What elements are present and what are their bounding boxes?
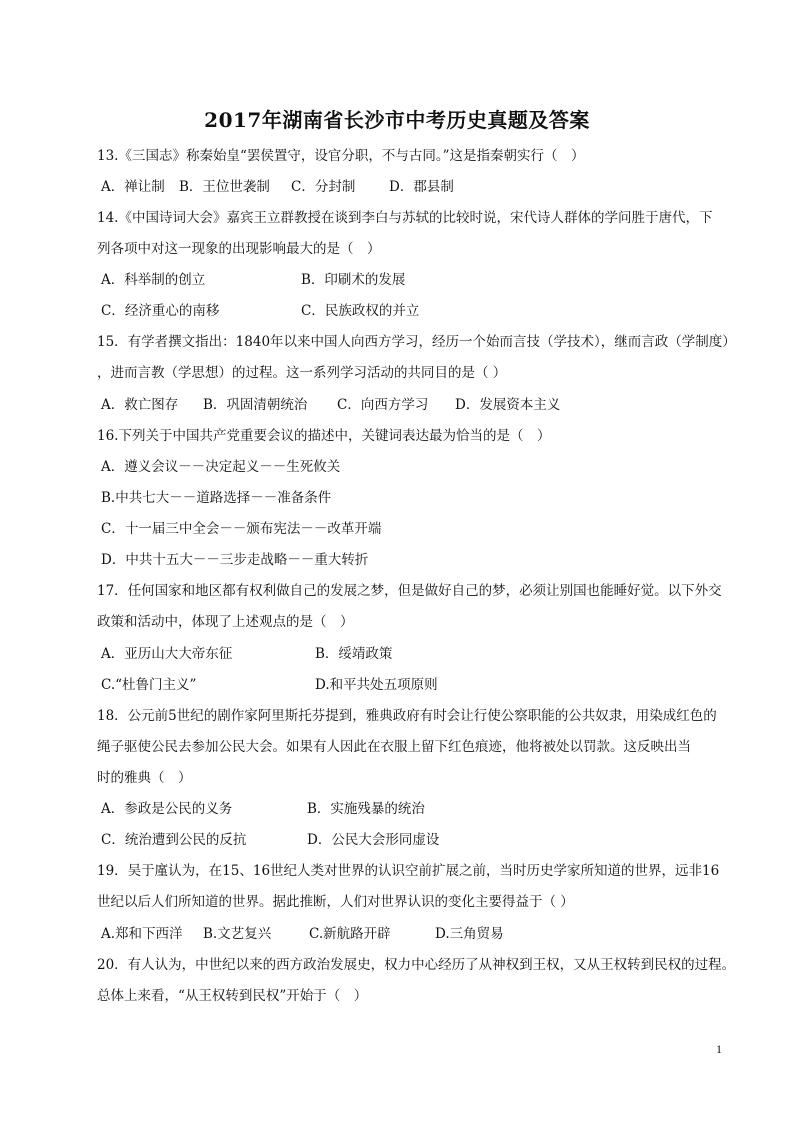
question-17-stem-line2: 政策和活动中，体现了上述观点的是（ ）	[97, 614, 354, 630]
q13-option-c: C．分封制	[291, 179, 356, 195]
question-18-stem-line3: 时的雅典（ ）	[97, 770, 192, 786]
q14-option-b: B．印刷术的发展	[301, 272, 406, 288]
q16-option-c: C．十一届三中全会－－颁布宪法－－改革开端	[101, 521, 382, 537]
q17-option-b: B．绥靖政策	[315, 646, 393, 662]
question-18-stem-line1: 18．公元前5世纪的剧作家阿里斯托芬提到，雅典政府有时会让行使公察职能的公共奴隶，用染成红色的	[97, 708, 717, 724]
question-20-stem-line2: 总体上来看，“从王权转到民权”开始于（ ）	[97, 988, 368, 1004]
q13-option-a: A．禅让制	[101, 179, 165, 195]
q16-option-d: D．中共十五大－－三步走战略－－重大转折	[101, 552, 369, 568]
question-19-stem-line1: 19．吴于廑认为，在15、16世纪人类对世界的认识空前扩展之前，当时历史学家所知道的世界，远非16	[97, 863, 720, 879]
question-17-options-row1	[101, 645, 392, 663]
q18-option-b: B．实施残暴的统治	[307, 801, 425, 817]
question-19-stem-line2: 世纪以后人们所知道的世界。据此推断，人们对世界认识的变化主要得益于（ ）	[97, 894, 574, 910]
question-18-options-row1	[101, 800, 425, 818]
page-title: 2017年湖南省长沙市中考历史真题及答案	[204, 108, 590, 132]
q15-option-b: B．巩固清朝统治	[203, 397, 308, 413]
question-15-options	[101, 396, 560, 414]
page-number: 1	[716, 1042, 722, 1056]
question-15-stem-line2: ，进而言教（学思想）的过程。这一系列学习活动的共同目的是（ ）	[97, 365, 507, 381]
question-20-stem-line1: 20．有人认为，中世纪以来的西方政治发展史，权力中心经历了从神权到王权，又从王权转到民权的过程。	[97, 957, 736, 973]
question-15-stem-line1: 15．有学者撰文指出：1840年以来中国人向西方学习，经历一个始而言技（学技术），继而言政（学制度）	[97, 334, 736, 350]
q13-option-b: B．王位世袭制	[179, 179, 270, 195]
q16-option-b: B.中共七大－－道路选择－－准备条件	[101, 490, 332, 506]
q15-option-d: D．发展资本主义	[455, 397, 561, 413]
question-18-options-row2	[101, 831, 439, 849]
question-14-options-row1	[101, 271, 405, 289]
q19-option-a: A.郑和下西洋	[101, 926, 183, 942]
question-14-stem-line1: 14.《中国诗词大会》嘉宾王立群教授在谈到李白与苏轼的比较时说，宋代诗人群体的学问胜于唐代，下	[97, 210, 713, 226]
q16-option-a: A．遵义会议－－决定起义－－生死攸关	[101, 459, 341, 475]
question-19-options	[101, 925, 504, 943]
q19-option-d: D.三角贸易	[435, 926, 504, 942]
question-17-stem-line1: 17．任何国家和地区都有权利做自己的发展之梦，但是做好自己的梦，必须让别国也能睡好觉。以下外交	[97, 583, 722, 599]
q18-option-d: D．公民大会形同虚设	[307, 832, 440, 848]
q18-option-c: C．统治遭到公民的反抗	[101, 832, 247, 848]
q17-option-c: C.“杜鲁门主义”	[101, 677, 197, 693]
q18-option-a: A．参政是公民的义务	[101, 801, 233, 817]
question-16-stem: 16.下列关于中国共产党重要会议的描述中，关键词表达最为恰当的是（ ）	[97, 428, 551, 444]
q17-option-d: D.和平共处五项原则	[315, 677, 438, 693]
q14-option-c: C．经济重心的南移	[101, 303, 220, 319]
question-17-options-row2	[101, 676, 438, 694]
q15-option-c: C．向西方学习	[337, 397, 429, 413]
question-13-options	[101, 178, 454, 196]
question-18-stem-line2: 绳子驱使公民去参加公民大会。如果有人因此在衣服上留下红色痕迹，他将被处以罚款。这反映出当	[97, 739, 691, 755]
q13-option-d: D．郡县制	[389, 179, 454, 195]
question-13-stem: 13.《三国志》称秦始皇“罢侯置守，设官分职，不与古同。”这是指秦朝实行（ ）	[97, 148, 585, 164]
q15-option-a: A．救亡图存	[101, 397, 179, 413]
q14-option-d: C．民族政权的并立	[301, 303, 420, 319]
q19-option-c: C.新航路开辟	[309, 926, 391, 942]
q17-option-a: A．亚历山大大帝东征	[101, 646, 233, 662]
q14-option-a: A．科举制的创立	[101, 272, 206, 288]
question-14-stem-line2: 列各项中对这一现象的出现影响最大的是（ ）	[97, 241, 381, 257]
q19-option-b: B.文艺复兴	[203, 926, 272, 942]
question-14-options-row2	[101, 302, 419, 320]
